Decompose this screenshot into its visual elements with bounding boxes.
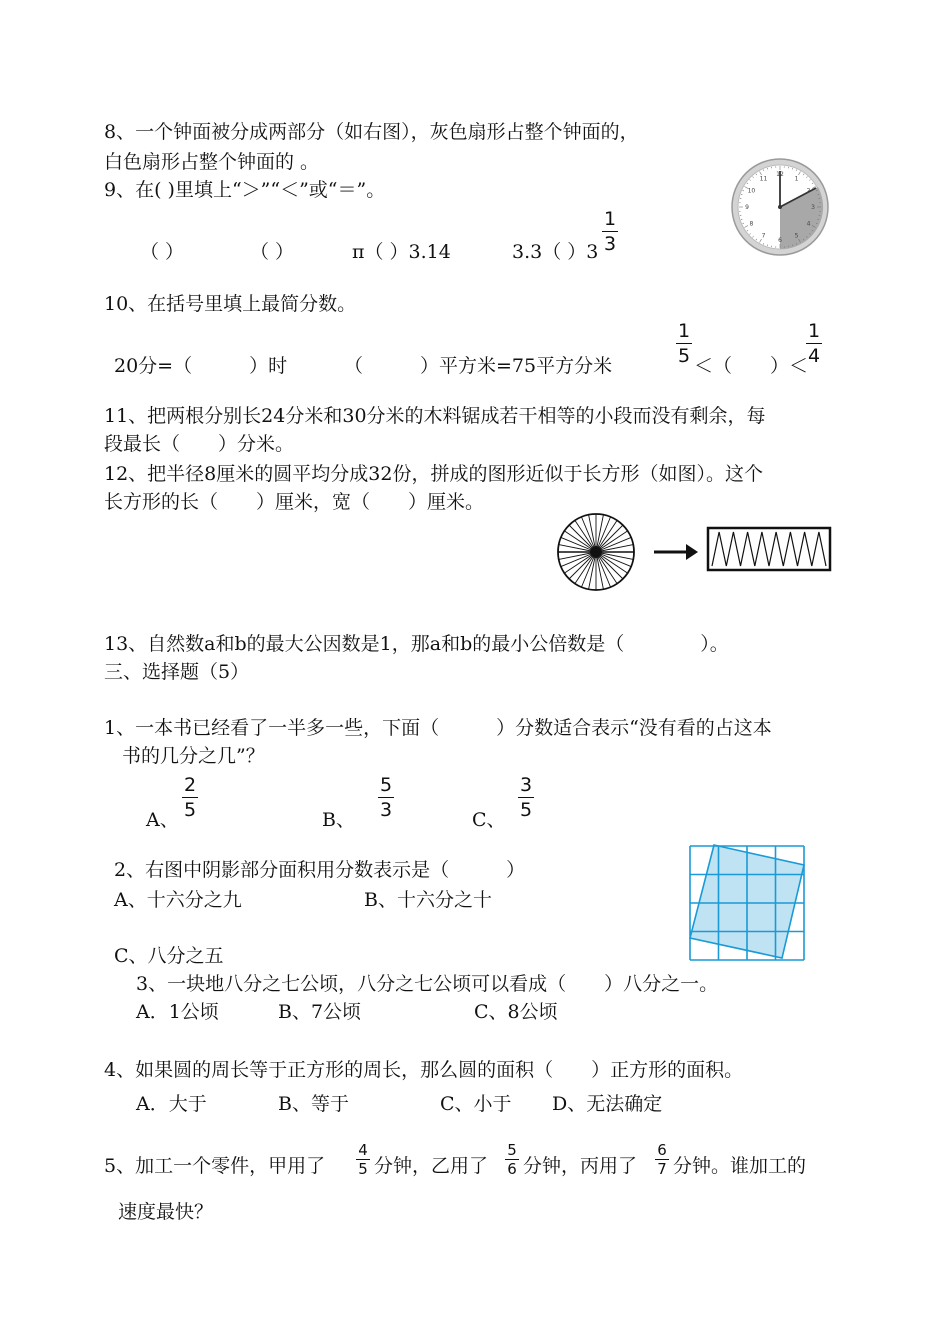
fraction-numerator: 4	[358, 1141, 368, 1159]
c2-option-a[interactable]: A、十六分之九	[114, 889, 242, 911]
clock-numeral: 6	[778, 237, 782, 244]
fraction-denominator: 6	[507, 1160, 517, 1178]
fraction-denominator: 4	[807, 345, 821, 367]
clock-numeral: 10	[747, 187, 756, 195]
c5-line2: 速度最快？	[118, 1201, 214, 1223]
c1-fraction-b	[378, 774, 394, 821]
divided-circle	[558, 514, 634, 590]
clock-numeral: 12	[776, 171, 784, 178]
arrow-icon	[686, 544, 698, 560]
clock-numeral: 11	[759, 175, 768, 183]
q9-pi-compare[interactable]: π（ ）3.14	[352, 241, 451, 263]
fraction-numerator: 1	[807, 320, 821, 342]
c2-option-c[interactable]: C、八分之五	[114, 945, 224, 967]
fraction-denominator: 5	[519, 799, 533, 821]
c1-line2: 书的几分之几”？	[122, 745, 265, 767]
fraction-numerator: 6	[657, 1141, 667, 1159]
fraction-bar	[602, 231, 618, 232]
c4-option-c[interactable]: C、小于	[440, 1093, 512, 1115]
c5-fraction-1	[356, 1142, 370, 1177]
fraction-bar	[806, 343, 822, 344]
c1-fraction-c	[518, 774, 534, 821]
clock-numeral: 3	[811, 204, 815, 211]
fraction-bar	[676, 343, 692, 344]
q10-item1[interactable]: 20分=（ ）时	[114, 355, 288, 377]
q12-line1: 12、把半径8厘米的圆平均分成32份，拼成的图形近似于长方形（如图）。这个	[104, 463, 763, 485]
clock-numeral: 7	[761, 232, 766, 240]
q10-fraction-right	[806, 320, 822, 367]
c3-option-c[interactable]: C、8公顷	[474, 1001, 558, 1023]
c2-line1: 2、右图中阴影部分面积用分数表示是（ ）	[114, 859, 526, 881]
c5-fraction-2	[505, 1142, 519, 1177]
clock-numeral: 2	[806, 187, 811, 195]
fraction-numerator: 1	[677, 320, 691, 342]
shaded-grid-figure	[686, 842, 810, 966]
c3-line1: 3、一块地八分之七公顷，八分之七公顷可以看成（ ）八分之一。	[136, 973, 719, 995]
c3-option-a[interactable]: A．1公顷	[136, 1001, 219, 1023]
c1-option-b[interactable]: B、	[322, 809, 355, 831]
c5-text-2: 分钟，乙用了	[374, 1155, 489, 1177]
c5-text-4: 分钟。谁加工的	[673, 1155, 807, 1177]
clock-figure	[730, 155, 830, 259]
q8-line2: 白色扇形占整个钟面的 。	[104, 151, 320, 173]
clock-numeral: 5	[794, 232, 799, 240]
c1-option-a[interactable]: A、	[146, 809, 179, 831]
c4-option-a[interactable]: A．大于	[136, 1093, 207, 1115]
clock-numeral: 1	[794, 175, 799, 183]
q9-mixed-compare[interactable]: 3.3（ ）3	[512, 241, 599, 263]
clock-numeral: 4	[806, 220, 811, 228]
fraction-numerator: 2	[183, 774, 197, 796]
fraction-denominator: 5	[677, 345, 691, 367]
fraction-denominator: 5	[183, 799, 197, 821]
q10-item2[interactable]: （ ）平方米=75平方分米	[344, 355, 613, 377]
circle-to-rectangle-figure	[540, 512, 840, 592]
c3-option-b[interactable]: B、7公顷	[278, 1001, 362, 1023]
fraction-numerator: 5	[507, 1141, 517, 1159]
fraction-denominator: 3	[603, 233, 617, 255]
c5-text-1: 5、加工一个零件，甲用了	[104, 1155, 326, 1177]
q10-inequality[interactable]: ＜（ ）＜	[694, 355, 809, 377]
c1-line1: 1、一本书已经看了一半多一些，下面（ ）分数适合表示“没有看的占这本	[104, 717, 772, 739]
fraction-bar	[378, 797, 394, 798]
q8-line1: 8、一个钟面被分成两部分（如右图），灰色扇形占整个钟面的，	[104, 121, 639, 143]
q10-fraction-left	[676, 320, 692, 367]
c1-option-c[interactable]: C、	[472, 809, 506, 831]
clock-numeral: 8	[749, 220, 754, 228]
c5-fraction-3	[655, 1142, 669, 1177]
c1-fraction-a	[182, 774, 198, 821]
fraction-bar	[518, 797, 534, 798]
q9-title: 9、在( )里填上“＞”“＜”或“＝”。	[104, 179, 386, 201]
c4-option-b[interactable]: B、等于	[278, 1093, 349, 1115]
q11-line1: 11、把两根分别长24分米和30分米的木料锯成若干相等的小段而没有剩余，每	[104, 405, 766, 427]
c2-option-b[interactable]: B、十六分之十	[364, 889, 492, 911]
fraction-denominator: 7	[657, 1160, 667, 1178]
q9-blank-1[interactable]: （ ）	[140, 241, 185, 263]
fraction-denominator: 3	[379, 799, 393, 821]
clock-numeral: 9	[745, 204, 749, 211]
q11-line2: 段最长（ ）分米。	[104, 433, 295, 455]
fraction-numerator: 3	[519, 774, 533, 796]
fraction-numerator: 1	[603, 208, 617, 230]
fraction-bar	[182, 797, 198, 798]
c4-line1: 4、如果圆的周长等于正方形的周长，那么圆的面积（ ）正方形的面积。	[104, 1059, 744, 1081]
fraction-numerator: 5	[379, 774, 393, 796]
q10-title: 10、在括号里填上最简分数。	[104, 293, 357, 315]
fraction-denominator: 5	[358, 1160, 368, 1178]
q13-line1: 13、自然数a和b的最大公因数是1，那a和b的最小公倍数是（ ）。	[104, 633, 729, 655]
q9-blank-2[interactable]: （ ）	[250, 241, 295, 263]
section3-title: 三、选择题（5）	[104, 661, 250, 683]
c5-text-3: 分钟，丙用了	[523, 1155, 638, 1177]
q9-mixed-fraction	[602, 208, 618, 255]
c4-option-d[interactable]: D、无法确定	[552, 1093, 663, 1115]
q12-line2: 长方形的长（ ）厘米，宽（ ）厘米。	[104, 491, 485, 513]
